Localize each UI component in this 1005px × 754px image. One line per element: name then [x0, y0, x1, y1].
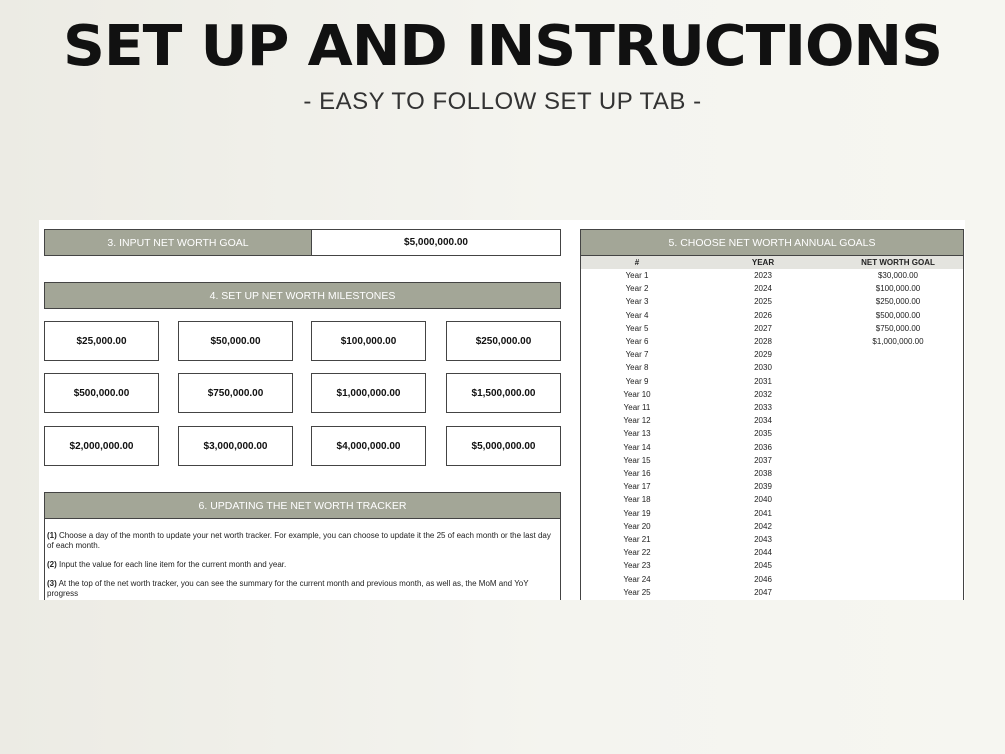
table-row — [581, 335, 963, 348]
table-row — [581, 269, 963, 282]
annual-goals-table — [580, 229, 964, 600]
goal-value-cell[interactable]: $5,000,000.00 — [311, 229, 561, 256]
table-row — [581, 295, 963, 308]
row-year: 2044 — [754, 548, 772, 558]
column-header-year: YEAR — [751, 258, 775, 267]
row-number: Year 2 — [625, 284, 649, 294]
row-year: 2046 — [754, 574, 772, 584]
row-goal[interactable]: $750,000.00 — [875, 323, 921, 333]
row-number: Year 19 — [623, 508, 651, 518]
row-number: Year 6 — [625, 337, 649, 346]
row-year: 2047 — [754, 587, 772, 597]
row-number: Year 14 — [623, 442, 651, 452]
row-year: 2029 — [754, 350, 772, 360]
instruction-step — [47, 531, 558, 551]
step-text: At the top of the net worth tracker, you can see the summary for the current month and previous month, as well as, the MoM and YoY progress — [47, 579, 529, 598]
page-subtitle: - EASY TO FOLLOW SET UP TAB - — [303, 88, 702, 115]
row-number: Year 7 — [625, 350, 649, 360]
row-number: Year 13 — [623, 429, 651, 439]
milestone-cell[interactable]: $25,000.00 — [44, 321, 159, 361]
milestone-cell[interactable]: $250,000.00 — [446, 321, 561, 361]
instruction-step — [47, 579, 558, 599]
row-year: 2031 — [754, 376, 772, 386]
tracker-instructions — [44, 519, 561, 600]
row-goal[interactable]: $500,000.00 — [875, 310, 921, 320]
row-year: 2027 — [754, 323, 772, 333]
row-number: Year 22 — [623, 548, 651, 558]
table-row — [581, 414, 963, 427]
milestone-cell[interactable]: $100,000.00 — [311, 321, 426, 361]
milestone-cell[interactable]: $500,000.00 — [44, 373, 159, 413]
table-row — [581, 507, 963, 520]
table-row — [581, 427, 963, 440]
table-row — [581, 546, 963, 559]
table-row — [581, 520, 963, 533]
table-row — [581, 467, 963, 480]
step-number: (3) — [47, 579, 57, 588]
step-number: (1) — [47, 531, 57, 540]
table-row — [581, 480, 963, 493]
row-number: Year 10 — [623, 389, 651, 399]
step-number: (2) — [47, 560, 57, 569]
table-row — [581, 573, 963, 586]
row-goal[interactable]: $250,000.00 — [875, 297, 921, 307]
row-year: 2043 — [754, 535, 772, 544]
row-number: Year 17 — [623, 482, 651, 492]
row-year: 2024 — [754, 284, 772, 294]
table-row — [581, 282, 963, 295]
table-row — [581, 454, 963, 467]
row-number: Year 9 — [625, 376, 649, 386]
milestone-cell[interactable]: $1,000,000.00 — [311, 373, 426, 413]
table-row — [581, 559, 963, 572]
column-header-number: # — [634, 258, 640, 267]
row-number: Year 12 — [623, 416, 651, 426]
milestone-cell[interactable]: $50,000.00 — [178, 321, 293, 361]
row-year: 2037 — [754, 455, 772, 465]
row-number: Year 20 — [623, 521, 651, 531]
row-year: 2026 — [754, 310, 772, 320]
row-year: 2034 — [754, 416, 772, 426]
row-year: 2023 — [754, 271, 772, 280]
table-row — [581, 533, 963, 546]
table-row — [581, 493, 963, 506]
page-title: SET UP AND INSTRUCTIONS — [62, 14, 943, 79]
table-row — [581, 586, 963, 599]
row-year: 2030 — [754, 363, 772, 373]
row-number: Year 18 — [623, 495, 651, 505]
goal-section-header: 3. INPUT NET WORTH GOAL — [44, 229, 312, 256]
row-year: 2041 — [754, 508, 772, 518]
row-year: 2032 — [754, 389, 772, 399]
spreadsheet-view — [39, 220, 965, 600]
row-year: 2045 — [754, 561, 772, 571]
table-row — [581, 375, 963, 388]
row-number: Year 5 — [625, 323, 649, 333]
row-number: Year 8 — [625, 363, 649, 373]
row-year: 2039 — [754, 482, 772, 492]
milestones-section-header: 4. SET UP NET WORTH MILESTONES — [44, 282, 561, 309]
table-row — [581, 401, 963, 414]
row-year: 2040 — [754, 495, 772, 505]
step-text: Input the value for each line item for the current month and year. — [56, 560, 287, 569]
row-number: Year 25 — [623, 587, 651, 597]
row-year: 2025 — [754, 297, 772, 307]
table-row — [581, 309, 963, 322]
annual-goals-column-headers — [581, 256, 963, 269]
milestone-cell[interactable]: $4,000,000.00 — [311, 426, 426, 466]
row-number: Year 1 — [625, 271, 649, 280]
row-number: Year 16 — [623, 469, 651, 478]
column-header-goal: NET WORTH GOAL — [861, 258, 935, 267]
table-row — [581, 388, 963, 401]
table-row — [581, 348, 963, 361]
row-year: 2036 — [754, 442, 772, 452]
row-year: 2033 — [754, 403, 772, 412]
row-number: Year 24 — [623, 574, 651, 584]
row-number: Year 21 — [623, 535, 651, 544]
annual-goals-header: 5. CHOOSE NET WORTH ANNUAL GOALS — [581, 229, 963, 256]
row-goal[interactable]: $100,000.00 — [875, 284, 921, 294]
table-row — [581, 361, 963, 374]
milestone-cell[interactable]: $5,000,000.00 — [446, 426, 561, 466]
tracker-section-header: 6. UPDATING THE NET WORTH TRACKER — [44, 492, 561, 519]
milestone-cell[interactable]: $3,000,000.00 — [178, 426, 293, 466]
table-row — [581, 441, 963, 454]
milestone-cell[interactable]: $750,000.00 — [178, 373, 293, 413]
step-text: Choose a day of the month to update your net worth tracker. For example, you can choose to update it the 25 of each month or the last day of each month. — [47, 531, 551, 550]
row-year: 2035 — [754, 429, 772, 439]
row-year: 2038 — [754, 469, 772, 478]
row-number: Year 4 — [625, 310, 649, 320]
row-year: 2042 — [754, 521, 772, 531]
row-number: Year 11 — [623, 403, 651, 412]
instruction-step — [47, 560, 558, 570]
milestone-cell[interactable]: $1,500,000.00 — [446, 373, 561, 413]
row-year: 2028 — [754, 337, 772, 346]
row-goal[interactable]: $30,000.00 — [877, 271, 919, 280]
row-number: Year 15 — [623, 455, 651, 465]
milestone-cell[interactable]: $2,000,000.00 — [44, 426, 159, 466]
row-goal[interactable]: $1,000,000.00 — [872, 337, 924, 346]
row-number: Year 3 — [625, 297, 649, 307]
table-row — [581, 322, 963, 335]
row-number: Year 23 — [623, 561, 651, 571]
